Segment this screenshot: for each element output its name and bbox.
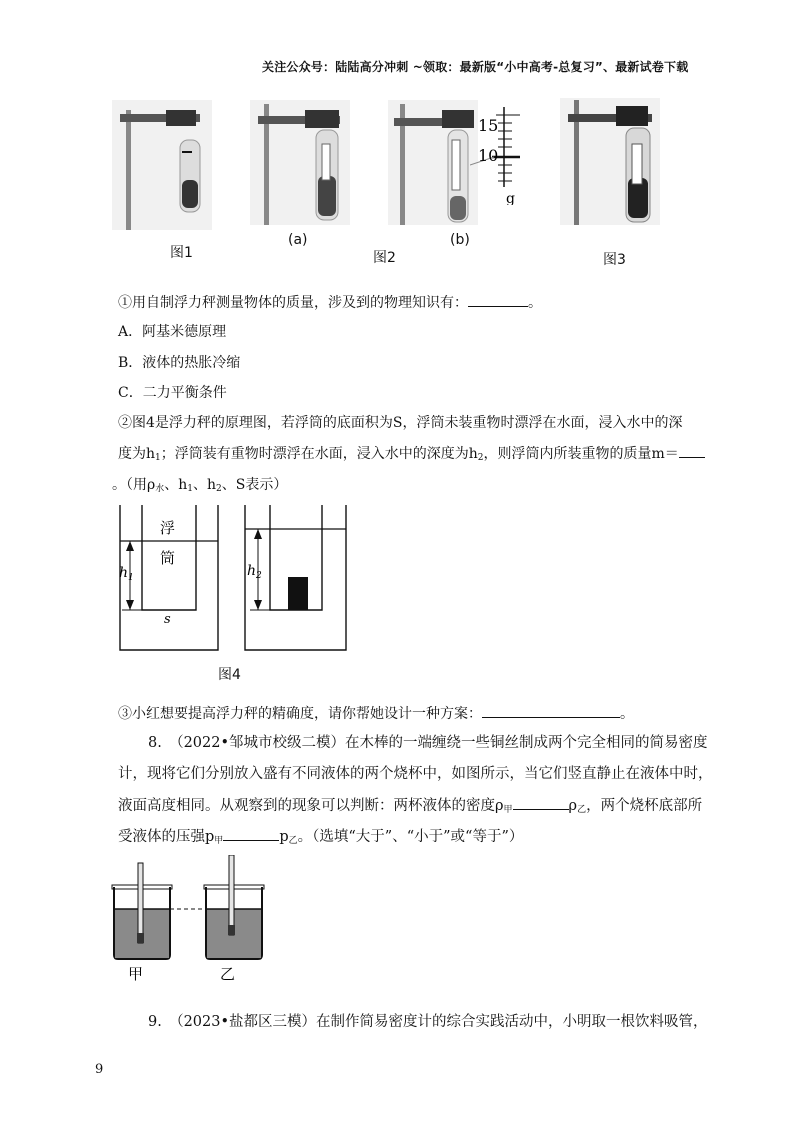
q2-sub-1: 1 <box>155 453 161 463</box>
option-c: C．二力平衡条件 <box>118 385 227 401</box>
figure-1-drawing <box>112 100 212 230</box>
scale-label-15: 15 <box>478 116 499 135</box>
answer-blank-1[interactable] <box>468 292 528 307</box>
fig4-label-h2: $h_2$ <box>247 563 262 581</box>
scale-ruler <box>470 105 530 205</box>
q8-sub-jia: 甲 <box>503 805 513 815</box>
q8-text-p: p <box>279 829 289 845</box>
figure-2a-photo <box>250 100 350 225</box>
scale-label-10: 10 <box>478 146 499 165</box>
fig4-label-s: s <box>164 612 171 627</box>
q2-text-b: ；浮筒装有重物时漂浮在水面，浸入水中的深度为h <box>160 446 478 462</box>
q8-text-4e: 。（选填“大于”、“小于”或“等于”） <box>297 829 524 845</box>
figure-2b-drawing <box>388 100 478 225</box>
beakers-diagram <box>100 855 270 985</box>
question-part-3 <box>118 703 634 724</box>
figure-1-caption: 图1 <box>170 245 193 261</box>
question-part-3-text: ③小红想要提高浮力秤的精确度，请你帮她设计一种方案： <box>118 706 482 722</box>
q8-text-3e: ，两个烧杯底部所 <box>586 798 703 814</box>
option-b: B．液体的热胀冷缩 <box>118 355 241 371</box>
answer-blank-q8-1[interactable] <box>513 795 569 810</box>
q2-sub-h2: 2 <box>216 484 222 494</box>
figure-2a-caption: (a) <box>288 232 308 248</box>
answer-blank-3[interactable] <box>482 703 620 718</box>
figure-2-caption: 图2 <box>373 250 396 266</box>
q2-text-c: ，则浮筒内所装重物的质量m＝ <box>483 446 679 462</box>
answer-blank-q8-2[interactable] <box>223 826 279 841</box>
q8-text-rho: ρ <box>568 798 578 814</box>
q2-sub-h1: 1 <box>187 484 194 494</box>
fig4-label-tong: 筒 <box>160 549 176 567</box>
question-part-1-suffix: 。 <box>528 295 542 311</box>
page-number: 9 <box>95 1062 104 1077</box>
q2-text-line3a: 。（用ρ <box>112 477 156 493</box>
figure-4-diagram <box>110 505 360 655</box>
question-part-2-line-1: ②图4是浮力秤的原理图，若浮筒的底面积为S，浮筒未装重物时漂浮在水面，浸入水中的深 <box>118 415 683 431</box>
question-8-line-2: 计，现将它们分别放入盛有不同液体的两个烧杯中，如图所示，当它们竖直静止在液体中时， <box>118 766 713 782</box>
q8-sub-yi-2: 乙 <box>288 836 298 846</box>
question-8-line-1: 8. （2022•邹城市校级二模）在木棒的一端缠绕一些铜丝制成两个完全相同的简易密度 <box>148 735 708 751</box>
question-9-line-1: 9. （2023•盐都区三模）在制作简易密度计的综合实践活动中，小明取一根饮料吸管， <box>148 1014 708 1030</box>
figure-3-drawing <box>560 98 660 225</box>
question-part-1 <box>118 292 542 313</box>
q8-sub-yi: 乙 <box>577 805 587 815</box>
question-8-line-4 <box>118 826 523 851</box>
question-part-2-line-3 <box>112 475 287 499</box>
q2-text-line3e: 、S表示） <box>221 477 288 493</box>
q8-sub-jia-2: 甲 <box>214 836 224 846</box>
figure-3-photo <box>560 98 660 225</box>
q8-text-4a: 受液体的压强p <box>118 829 215 845</box>
option-a: A．阿基米德原理 <box>118 324 227 340</box>
question-part-3-suffix: 。 <box>620 706 634 722</box>
q2-sub-2: 2 <box>477 453 484 463</box>
q2-text-line3d: 、h <box>193 477 217 493</box>
beaker-label-yi: 乙 <box>220 965 236 983</box>
figure-1-photo <box>112 100 212 230</box>
figure-3-caption: 图3 <box>603 252 626 268</box>
figure-2a-drawing <box>250 100 350 225</box>
question-part-2-line-2 <box>118 443 705 468</box>
figure-2b-caption: (b) <box>450 232 470 248</box>
q2-text-a: 度为h <box>118 446 156 462</box>
figure-2b-photo <box>388 100 478 225</box>
q2-sub-water: 水 <box>155 484 165 494</box>
page-header: 关注公众号：陆陆高分冲刺 ~领取：最新版“小中高考-总复习”、最新试卷下载 <box>262 60 689 74</box>
question-part-1-text: ①用自制浮力秤测量物体的质量，涉及到的物理知识有： <box>118 295 468 311</box>
fig4-label-h1: $h_1$ <box>119 565 134 583</box>
q2-text-line3c: 、h <box>164 477 188 493</box>
answer-blank-2[interactable] <box>679 443 705 458</box>
figure-4-caption: 图4 <box>218 667 241 683</box>
beaker-label-jia: 甲 <box>128 965 144 983</box>
fig4-label-fu: 浮 <box>160 519 176 537</box>
q8-text-3a: 液面高度相同。从观察到的现象可以判断：两杯液体的密度ρ <box>118 798 504 814</box>
question-8-line-3 <box>118 795 702 820</box>
scale-unit: g <box>506 191 515 205</box>
